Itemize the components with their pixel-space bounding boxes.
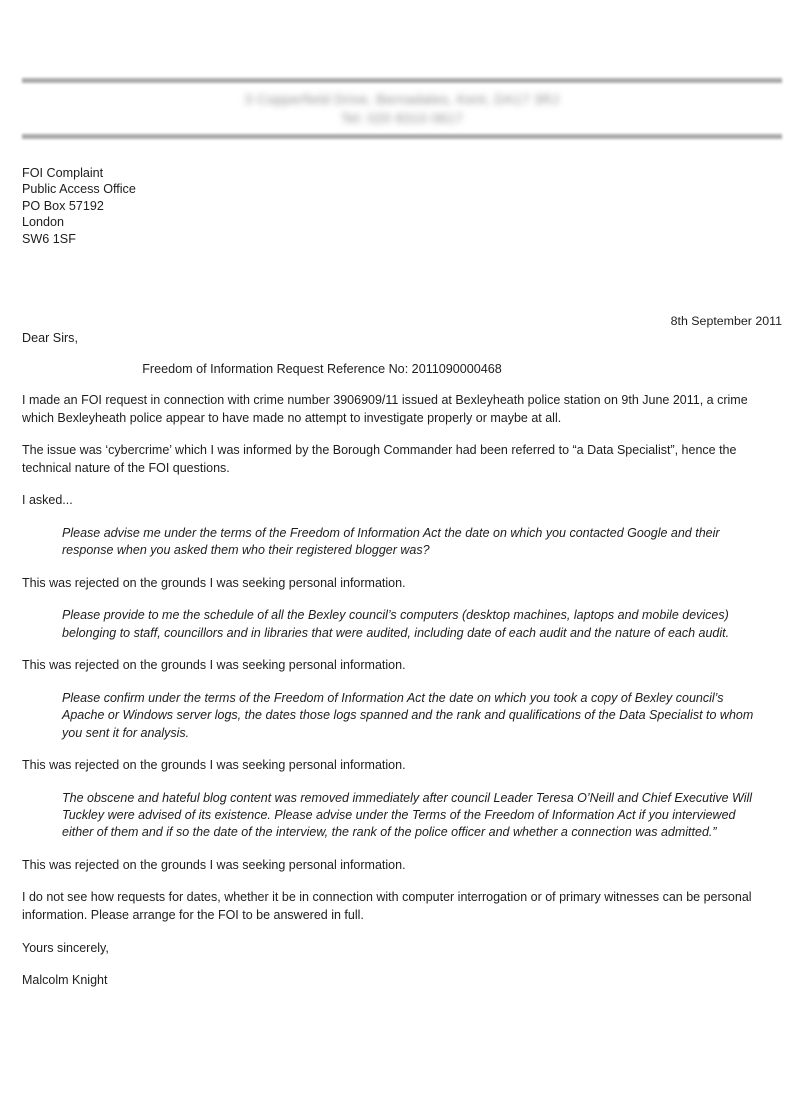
recipient-line: PO Box 57192 xyxy=(22,198,104,213)
closing-salutation: Yours sincerely, xyxy=(22,940,109,955)
recipient-line: SW6 1SF xyxy=(22,231,76,246)
paragraph-asked-lead: I asked... xyxy=(22,493,73,508)
letterhead-bottom-rule xyxy=(22,134,782,139)
letterhead-telephone-line: Tel: 020 8310 0617 xyxy=(340,111,464,126)
recipient-address xyxy=(22,165,136,247)
recipient-line: London xyxy=(22,215,65,230)
rejection-notice-4: This was rejected on the grounds I was seeking personal information. xyxy=(22,857,406,872)
foi-question-1: Please advise me under the terms of the Freedom of Information Act the date on which you contacted Google and their response when you asked them who their registered blogger was? xyxy=(62,525,720,558)
paragraph-intro-1: I made an FOI request in connection with crime number 3906909/11 issued at Bexleyheath police station on 9th June 2011, a crime which Bexleyheath police appear to have made no attempt to investigate properly or maybe at all. xyxy=(22,393,748,425)
rejection-notice-3: This was rejected on the grounds I was seeking personal information. xyxy=(22,758,406,772)
recipient-line: FOI Complaint xyxy=(22,166,104,180)
paragraph-intro-2: The issue was ‘cybercrime’ which I was informed by the Borough Commander had been referred to “a Data Specialist”, hence the technical nature of the FOI questions. xyxy=(22,443,737,475)
signature-name: Malcolm Knight xyxy=(22,973,108,988)
letter-body xyxy=(22,392,783,1005)
paragraph-conclusion: I do not see how requests for dates, whether it be in connection with computer interrogation or of primary witnesses can be personal information. Please arrange for the FOI to be answered in full. xyxy=(22,890,752,922)
reference-heading: Freedom of Information Request Reference No: 2011090000468 xyxy=(142,362,502,376)
letter-date: 8th September 2011 xyxy=(670,314,782,328)
letterhead xyxy=(22,78,782,139)
foi-question-2: Please provide to me the schedule of all the Bexley council’s computers (desktop machines, laptops and mobile devices) belonging to staff, councillors and in libraries that were audited, including date of each audit and the nature of each audit. xyxy=(62,608,730,640)
foi-question-4: The obscene and hateful blog content was removed immediately after council Leader Teresa O’Neill and Chief Executive Will Tuckley were advised of its existence. Please advise under the Terms of the Freedom of Information Act if you interviewed either of them and if so the date of the interview, the rank of the police officer and whether a connection was admitted.” xyxy=(62,790,753,840)
salutation: Dear Sirs, xyxy=(22,331,78,345)
rejection-notice-2: This was rejected on the grounds I was seeking personal information. xyxy=(22,658,406,673)
foi-question-3: Please confirm under the terms of the Freedom of Information Act the date on which you took a copy of Bexley council’s Apache or Windows server logs, the dates those logs spanned and the rank and qualifications of the Data Specialist to whom you sent it for analysis. xyxy=(62,690,754,740)
rejection-notice-1: This was rejected on the grounds I was seeking personal information. xyxy=(22,575,406,590)
recipient-line: Public Access Office xyxy=(22,182,136,197)
letterhead-address-line: 3 Copperfield Drive, Bernadales, Kent, DA17 3RJ xyxy=(244,92,560,107)
letterhead-redacted-text xyxy=(22,83,782,134)
